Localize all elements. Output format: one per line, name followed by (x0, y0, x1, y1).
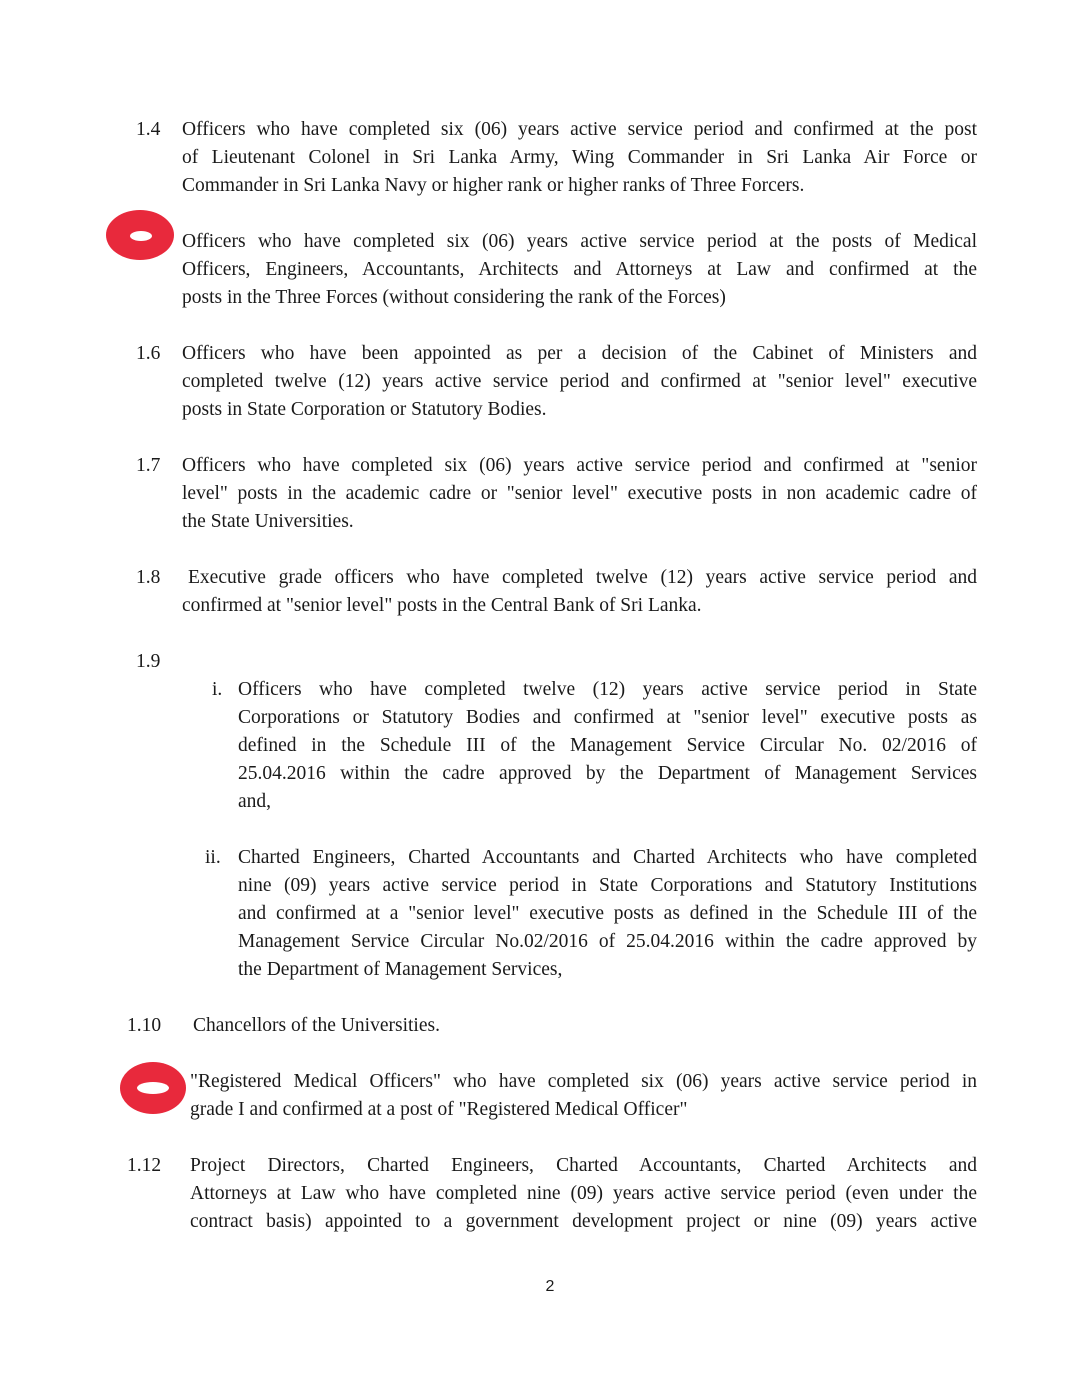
item-number: 1.4 (136, 119, 161, 140)
item-number: 1.12 (127, 1155, 162, 1176)
text-line: completed twelve (12) years active service period and confirmed at "senior level" executive (182, 371, 977, 392)
item-number: 1.9 (136, 651, 161, 672)
text-line: Corporations or Statutory Bodies and confirmed at "senior level" executive posts as (238, 707, 977, 728)
text-line: confirmed at "senior level" posts in the Central Bank of Sri Lanka. (182, 595, 702, 616)
text-line: grade I and confirmed at a post of "Registered Medical Officer" (190, 1099, 688, 1120)
annotation-marker (106, 210, 174, 260)
text-line: and confirmed at a "senior level" executive posts as defined in the Schedule III of the (238, 903, 977, 924)
text-line: Officers, Engineers, Accountants, Architects and Attorneys at Law and confirmed at the (182, 259, 977, 280)
item-text (190, 1068, 977, 1124)
item-number: 1.10 (127, 1015, 162, 1036)
text-line: Officers who have been appointed as per a decision of the Cabinet of Ministers and (182, 343, 977, 364)
text-line: Officers who have completed six (06) years active service period and confirmed at the post (182, 119, 977, 140)
text-line: Project Directors, Charted Engineers, Charted Accountants, Charted Architects and (190, 1155, 977, 1176)
text-line: Management Service Circular No.02/2016 of 25.04.2016 within the cadre approved by (238, 931, 977, 952)
text-line: Charted Engineers, Charted Accountants and Charted Architects who have completed (238, 847, 977, 868)
text-line: posts in the Three Forces (without considering the rank of the Forces) (182, 287, 726, 308)
text-line: posts in State Corporation or Statutory Bodies. (182, 399, 547, 420)
item-number: 1.8 (136, 567, 161, 588)
sub-item-label: ii. (205, 847, 221, 868)
text-line: defined in the Schedule III of the Management Service Circular No. 02/2016 of (238, 735, 977, 756)
item-text (182, 228, 977, 312)
item-number: 1.7 (136, 455, 161, 476)
sub-item-label: i. (212, 679, 223, 700)
text-line: Commander in Sri Lanka Navy or higher rank or higher ranks of Three Forcers. (182, 175, 805, 196)
text-line: Attorneys at Law who have completed nine (09) years active service period (even under the (190, 1183, 977, 1204)
text-line: "Registered Medical Officers" who have completed six (06) years active service period in (190, 1071, 977, 1092)
text-line: and, (238, 791, 272, 812)
text-line: nine (09) years active service period in State Corporations and Statutory Institutions (238, 875, 977, 896)
item-text (182, 452, 977, 536)
text-line: level" posts in the academic cadre or "senior level" executive posts in non academic cadre of (182, 483, 977, 504)
text-line: Executive grade officers who have completed twelve (12) years active service period and (188, 567, 977, 588)
text-line: contract basis) appointed to a government development project or nine (09) years active (190, 1211, 977, 1232)
annotation-marker (120, 1062, 186, 1114)
item-text (193, 1012, 977, 1040)
item-text (182, 340, 977, 424)
text-line: the State Universities. (182, 511, 354, 532)
text-line: the Department of Management Services, (238, 959, 563, 980)
text-line: Officers who have completed six (06) years active service period at the posts of Medical (182, 231, 977, 252)
page-number: 2 (545, 1278, 555, 1295)
text-line: of Lieutenant Colonel in Sri Lanka Army, Wing Commander in Sri Lanka Air Force or (182, 147, 977, 168)
sub-item-text (238, 844, 977, 984)
text-line: Officers who have completed twelve (12) years active service period in State (238, 679, 977, 700)
text-line: 25.04.2016 within the cadre approved by the Department of Management Services (238, 763, 977, 784)
text-line: Officers who have completed six (06) years active service period and confirmed at "senior (182, 455, 977, 476)
text-line: Chancellors of the Universities. (193, 1015, 440, 1036)
item-text (190, 1152, 977, 1236)
item-number: 1.6 (136, 343, 161, 364)
item-text (182, 116, 977, 200)
item-text (182, 564, 977, 620)
sub-item-text (238, 676, 977, 816)
